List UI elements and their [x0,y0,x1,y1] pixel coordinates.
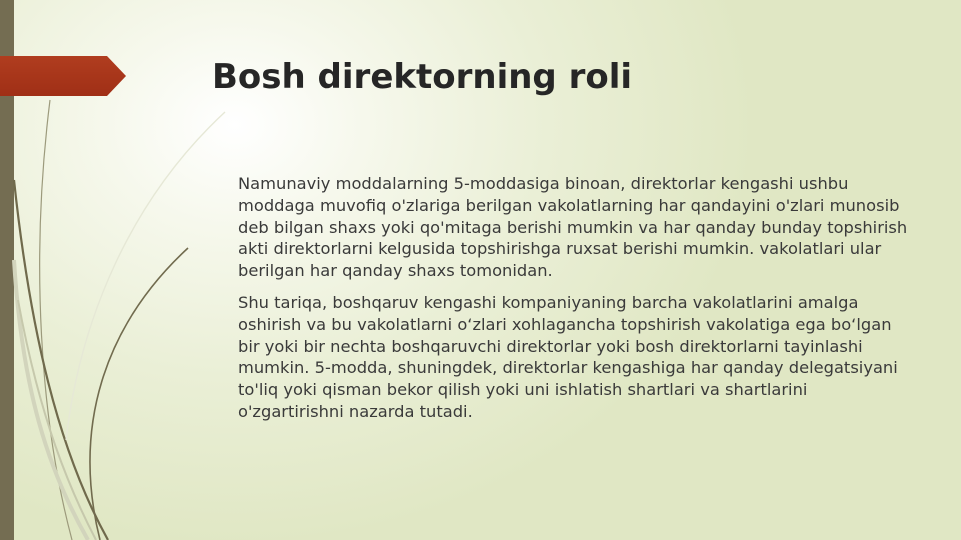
bullet-list [210,173,910,433]
slide-title: Bosh direktorning roli [212,57,633,97]
bullet-text: Namunaviy moddalarning 5-moddasiga binoan, direktorlar kengashi ushbu moddaga muvofiq o'zlariga berilgan vakolatlarning har qandayini o'zlari munosib deb bilgan shaxs yoki qo'mitaga berishi mumkin va har qanday bunday topshirish akti direktorlarni kelgusida topshirishga ruxsat berishi mumkin. vakolatlari ular berilgan har qanday shaxs tomonidan. [238,174,908,281]
bullet-item [210,173,910,282]
bullet-text: Shu tariqa, boshqaruv kengashi kompaniyaning barcha vakolatlarini amalga oshirish va bu vakolatlarni o‘zlari xohlagancha topshirish vakolatiga ega bo‘lgan bir yoki bir nechta boshqaruvchi direktorlar yoki bosh direktorlarni tayinlashi mumkin. 5-modda, shuningdek, direktorlar kengashiga har qanday delegatsiyani to'liq yoki qisman bekor qilish yoki uni ishlatish shartlari va shartlarini o'zgartirishni nazarda tutadi. [238,292,898,421]
title-accent-tab [0,56,126,96]
bullet-item [210,292,910,423]
